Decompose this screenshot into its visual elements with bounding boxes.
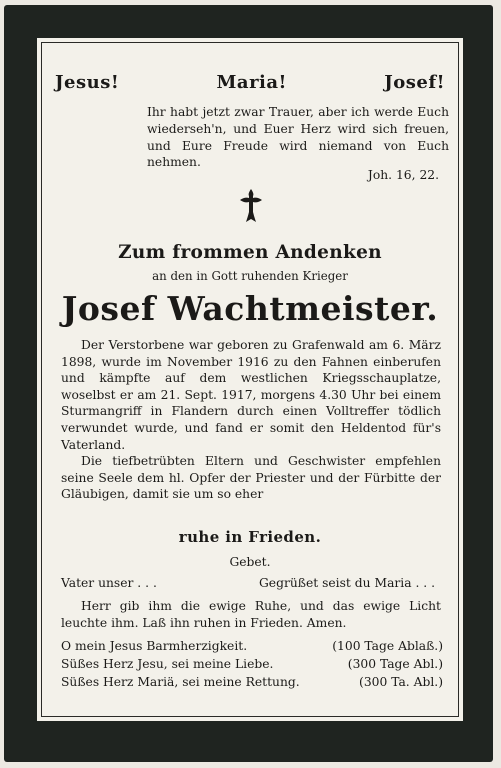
indulgence-days: (300 Ta. Abl.) [359,675,443,689]
memorial-card [4,5,493,762]
bible-verse: Ihr habt jetzt zwar Trauer, aber ich werde Euch wiederseh'n, und Euer Herz wird sich freuen, und Eure Freude wird niemand von Euch nehmen. [147,105,449,170]
verse-reference: Joh. 16, 22. [367,168,439,182]
invocation-maria: Maria! [216,72,287,93]
biography [61,337,441,503]
indulgence-days: (300 Tage Abl.) [347,657,443,671]
rest-in-peace: ruhe in Frieden. [178,528,322,546]
prayer-our-father: Vater unser . . . [61,576,157,590]
requiem-prayer: Herr gib ihm die ewige Ruhe, und das ewige Licht leuchte ihm. Laß ihn ruhen in Frieden. Amen. [61,599,441,630]
deceased-name: Josef Wachtmeister. [61,289,439,328]
card-paper [37,38,463,721]
biography-paragraph: Der Verstorbene war geboren zu Grafenwald am 6. März 1898, wurde im November 1916 zu den Fahnen einberufen und kämpfte auf dem westlichen Kriegsschauplatze, woselbst er am 21. Sept. 1917, morgens 4.30 Uhr bei einem Sturmangriff in Flandern durch einen Volltreffer tödlich verwundet wurde, und fand er somit den Heldentod für's Vaterland. [61,338,441,452]
indulgence-line [61,675,443,689]
indulgence-text: Süßes Herz Mariä, sei meine Rettung. [61,675,300,689]
invocation-jesus: Jesus! [55,72,120,93]
indulgence-days: (100 Tage Ablaß.) [332,639,443,653]
indulgence-line [61,639,443,653]
ornamental-cross-icon [239,188,263,224]
indulgence-text: Süßes Herz Jesu, sei meine Liebe. [61,657,274,671]
biography-paragraph: Die tiefbetrübten Eltern und Geschwister empfehlen seine Seele dem hl. Opfer der Priester und der Fürbitte der Gläubigen, damit sie um so eher [61,454,441,502]
memorial-intro: an den in Gott ruhenden Krieger [152,269,348,283]
invocation-josef: Josef! [384,72,445,93]
prayer-line [61,576,441,590]
indulgence-line [61,657,443,671]
indulgence-text: O mein Jesus Barmherzigkeit. [61,639,248,653]
prayer-heading: Gebet. [229,555,271,569]
prayer-hail-mary: Gegrüßet seist du Maria . . . [258,576,435,590]
invocation-header [55,72,445,93]
memorial-title: Zum frommen Andenken [118,242,382,263]
